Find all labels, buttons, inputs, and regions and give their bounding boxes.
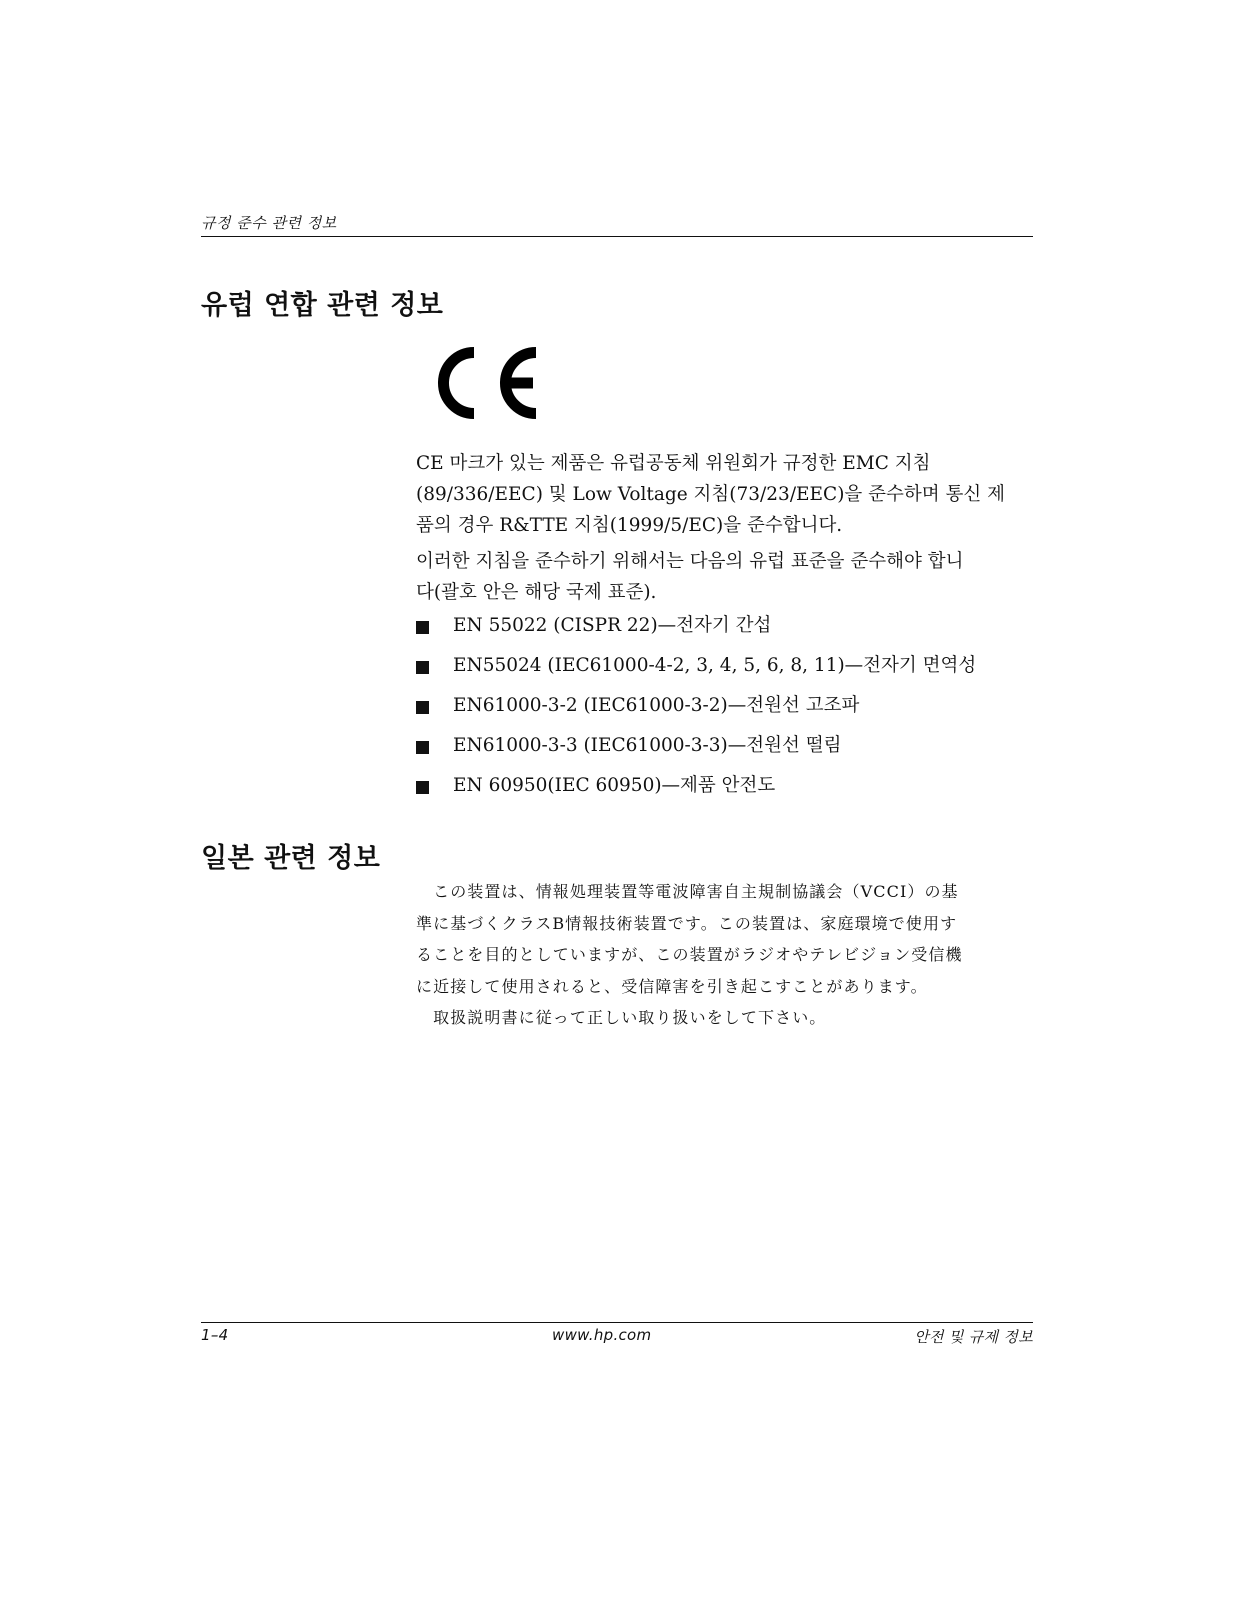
- vcci-notice-line: この装置は、情報処理装置等電波障害自主規制協議会（VCCI）の基: [416, 882, 959, 901]
- square-bullet-icon: [416, 661, 429, 674]
- eu-standards-list: [416, 610, 976, 810]
- standard-item-text: EN 60950(IEC 60950)—제품 안전도: [453, 775, 776, 796]
- eu-directive-line: 품의 경우 R&TTE 지침(1999/5/EC)을 준수합니다.: [416, 515, 843, 536]
- document-title: 안전 및 규제 정보: [914, 1328, 1033, 1346]
- standard-item-text: EN61000-3-3 (IEC61000-3-3)—전원선 떨림: [453, 735, 842, 756]
- vcci-notice: [416, 876, 1046, 1034]
- japan-section-heading: 일본 관련 정보: [201, 843, 381, 874]
- eu-directive-line: CE 마크가 있는 제품은 유럽공동체 위원회가 규정한 EMC 지침: [416, 453, 931, 474]
- page-number: 1–4: [201, 1326, 229, 1344]
- header-rule: [201, 236, 1033, 237]
- website-link[interactable]: www.hp.com: [552, 1326, 652, 1344]
- standard-item: [416, 650, 976, 690]
- standard-item: [416, 770, 976, 810]
- running-header: 규정 준수 관련 정보: [201, 214, 337, 232]
- standard-item: [416, 730, 976, 770]
- ce-mark-icon: [426, 340, 546, 426]
- eu-standards-intro-line: 이러한 지침을 준수하기 위해서는 다음의 유럽 표준을 준수해야 합니: [416, 551, 964, 572]
- standard-item-text: EN61000-3-2 (IEC61000-3-2)—전원선 고조파: [453, 695, 860, 716]
- eu-standards-intro: [416, 546, 1038, 608]
- eu-standards-intro-line: 다(괄호 안은 해당 국제 표준).: [416, 582, 657, 603]
- standard-item: [416, 610, 976, 650]
- square-bullet-icon: [416, 701, 429, 714]
- eu-section-heading: 유럽 연합 관련 정보: [201, 290, 444, 321]
- vcci-notice-line: 準に基づくクラスB情報技術装置です。この装置は、家庭環境で使用す: [416, 913, 958, 933]
- footer-rule: [201, 1322, 1033, 1323]
- eu-directive-paragraph: [416, 448, 1038, 541]
- eu-directive-line: (89/336/EEC) 및 Low Voltage 지침(73/23/EEC)을 준수하며 통신 제: [416, 484, 1006, 505]
- square-bullet-icon: [416, 741, 429, 754]
- vcci-notice-line: に近接して使用されると、受信障害を引き起こすことがあります。: [416, 976, 928, 996]
- square-bullet-icon: [416, 781, 429, 794]
- vcci-notice-line: 取扱説明書に従って正しい取り扱いをして下さい。: [416, 1008, 827, 1027]
- standard-item-text: EN55024 (IEC61000-4-2, 3, 4, 5, 6, 8, 11)—전자기 면역성: [453, 655, 977, 676]
- square-bullet-icon: [416, 621, 429, 634]
- vcci-notice-line: ることを目的としていますが、この装置がラジオやテレビジョン受信機: [416, 945, 963, 964]
- standard-item: [416, 690, 976, 730]
- standard-item-text: EN 55022 (CISPR 22)—전자기 간섭: [453, 615, 772, 636]
